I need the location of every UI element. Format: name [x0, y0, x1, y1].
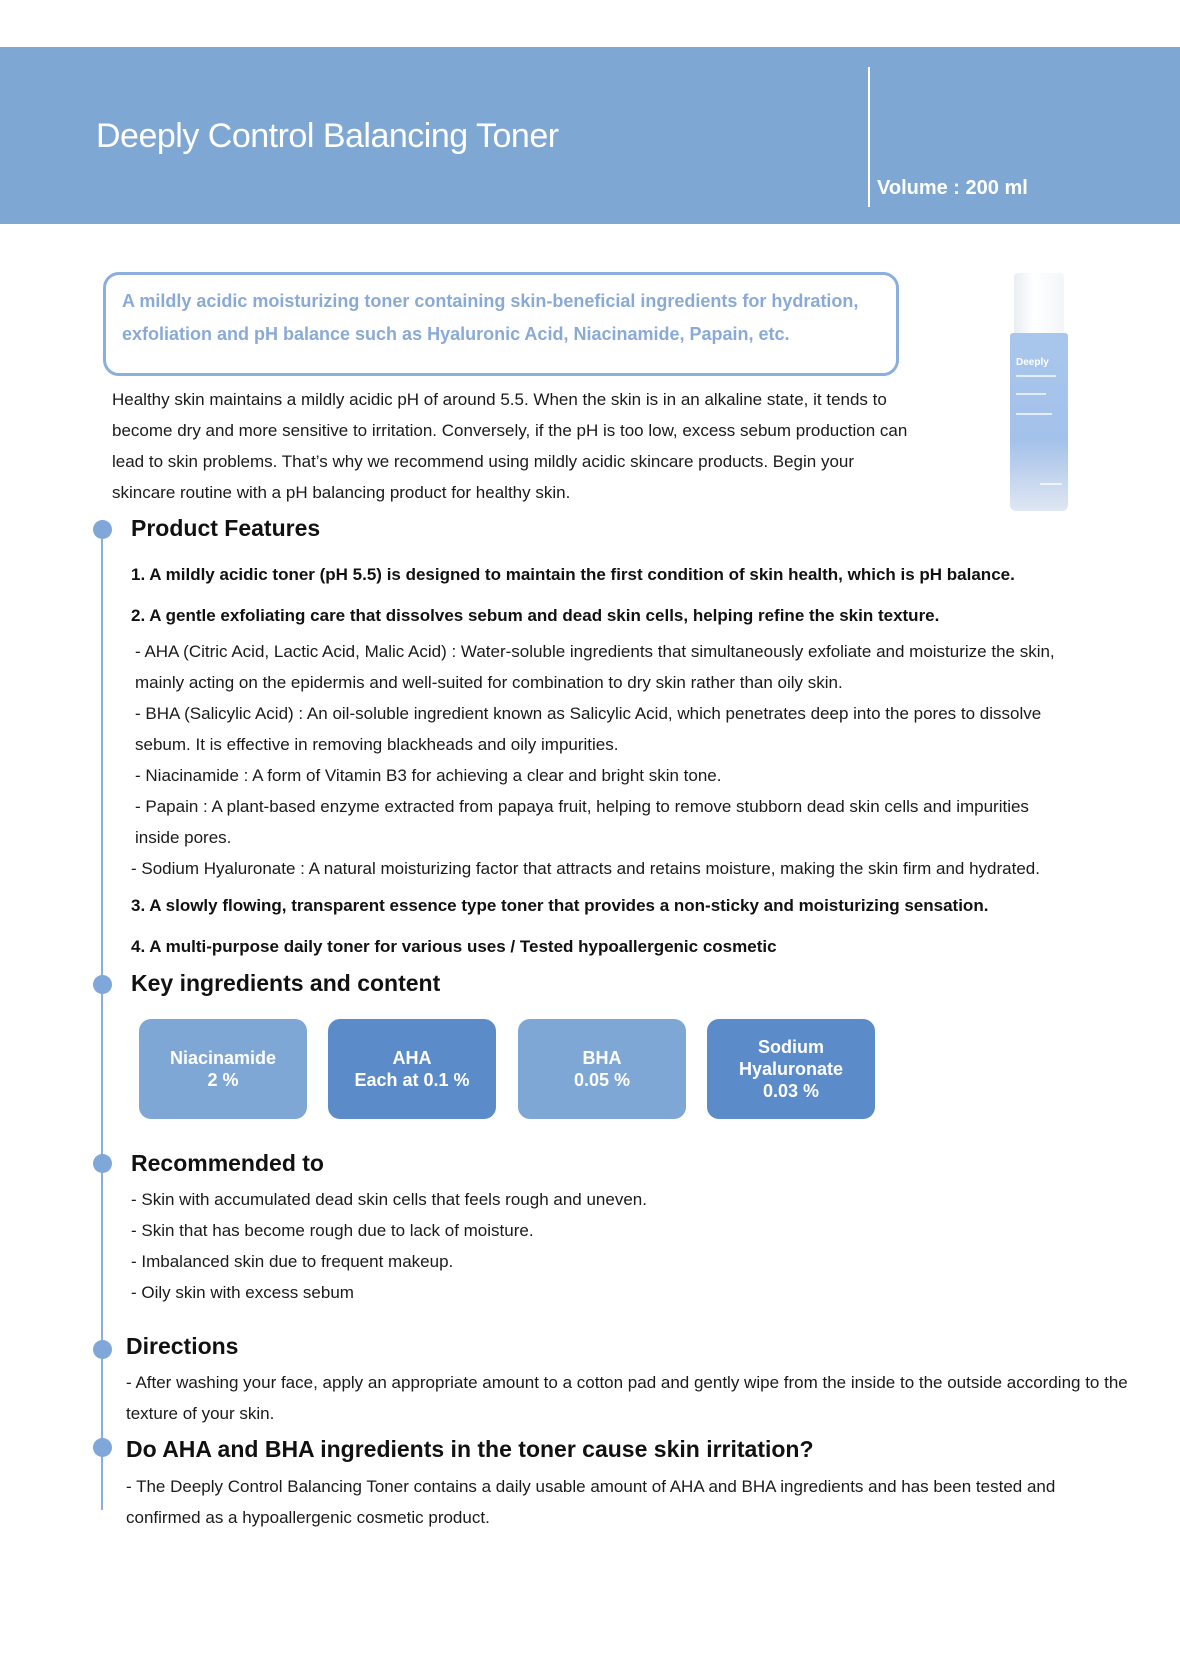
recommended-item: - Oily skin with excess sebum: [131, 1283, 354, 1302]
section-title-directions: Directions: [126, 1333, 239, 1359]
section-title-ingredients: Key ingredients and content: [131, 970, 441, 996]
ingredient-card-bha: [518, 1019, 686, 1119]
feature-sub-bha: - BHA (Salicylic Acid) : An oil-soluble ingredient known as Salicylic Acid, which penetrates deep into the pores to dissolve sebum. It is effective in removing blackheads and oily impurities.: [135, 704, 1042, 754]
recommended-item: - Skin with accumulated dead skin cells that feels rough and uneven.: [131, 1190, 647, 1209]
bottle-cap: [1014, 273, 1064, 335]
ingredient-amount: 2 %: [207, 1070, 239, 1090]
section-title-faq: Do AHA and BHA ingredients in the toner cause skin irritation?: [126, 1436, 814, 1462]
recommended-item: - Skin that has become rough due to lack of moisture.: [131, 1221, 534, 1240]
bottle-label-line: [1016, 413, 1052, 415]
volume-label: Volume : 200 ml: [877, 177, 1028, 199]
ingredient-name: BHA: [582, 1048, 622, 1068]
ingredient-name: Niacinamide: [169, 1048, 277, 1068]
bottle-body: [1010, 333, 1068, 511]
ingredient-card-sodium-hyaluronate: [707, 1019, 875, 1119]
section-title-features: Product Features: [131, 515, 321, 541]
feature-item-4: 4. A multi-purpose daily toner for various uses / Tested hypoallergenic cosmetic: [131, 937, 777, 956]
product-title: Deeply Control Balancing Toner: [96, 117, 559, 155]
header-banner: [0, 47, 1180, 224]
faq-text: - The Deeply Control Balancing Toner contains a daily usable amount of AHA and BHA ingredients and has been tested and confirmed as a hypoallergenic cosmetic product.: [126, 1477, 1056, 1527]
timeline-dot: [93, 1154, 112, 1173]
timeline-dot: [93, 1438, 112, 1457]
bottle-label-line: [1016, 393, 1046, 395]
feature-item-2: 2. A gentle exfoliating care that dissolves sebum and dead skin cells, helping refine the skin texture.: [131, 606, 940, 625]
feature-sub-papain: - Papain : A plant-based enzyme extracted from papaya fruit, helping to remove stubborn dead skin cells and impurities inside pores.: [135, 797, 1029, 847]
bottle-label-line: [1016, 375, 1056, 377]
recommended-item: - Imbalanced skin due to frequent makeup.: [131, 1252, 454, 1271]
ingredient-card-aha: [328, 1019, 496, 1119]
timeline-line: [101, 528, 103, 1510]
product-image: [1010, 273, 1068, 511]
ingredient-amount: 0.03 %: [762, 1081, 820, 1101]
intro-paragraph: Healthy skin maintains a mildly acidic pH of around 5.5. When the skin is in an alkaline state, it tends to become dry and more sensitive to irritation. Conversely, if the pH is too low, excess sebum production can lead to skin problems. That’s why we recommend using mildly acidic skincare products. Begin your skincare routine with a pH balancing product for healthy skin.: [112, 390, 908, 502]
ingredient-name: AHA: [392, 1048, 432, 1068]
ingredient-name: Sodium Hyaluronate: [738, 1037, 844, 1079]
timeline-dot: [93, 520, 112, 539]
feature-sub-aha: - AHA (Citric Acid, Lactic Acid, Malic Acid) : Water-soluble ingredients that simultaneously exfoliate and moisturize the skin, mainly acting on the epidermis and well-suited for combination to dry skin rather than oily skin.: [135, 642, 1055, 692]
timeline-dot: [93, 975, 112, 994]
section-title-recommended: Recommended to: [131, 1150, 324, 1176]
summary-box: [103, 272, 899, 376]
directions-text: - After washing your face, apply an appropriate amount to a cotton pad and gently wipe from the inside to the outside according to the texture of your skin.: [126, 1373, 1128, 1423]
timeline-dot: [93, 1340, 112, 1359]
summary-text: A mildly acidic moisturizing toner containing skin-beneficial ingredients for hydration, exfoliation and pH balance such as Hyaluronic Acid, Niacinamide, Papain, etc.: [122, 291, 859, 344]
feature-item-1: 1. A mildly acidic toner (pH 5.5) is designed to maintain the first condition of skin health, which is pH balance.: [131, 565, 1015, 584]
feature-sub-sodium-hyaluronate: - Sodium Hyaluronate : A natural moisturizing factor that attracts and retains moisture, making the skin firm and hydrated.: [131, 859, 1040, 878]
bottle-brand-text: Deeply: [1016, 357, 1049, 368]
banner-divider: [868, 67, 870, 207]
feature-item-3: 3. A slowly flowing, transparent essence type toner that provides a non-sticky and moisturizing sensation.: [131, 896, 989, 915]
ingredient-card-niacinamide: [139, 1019, 307, 1119]
feature-sub-niacinamide: - Niacinamide : A form of Vitamin B3 for achieving a clear and bright skin tone.: [135, 766, 722, 785]
ingredient-amount: Each at 0.1 %: [354, 1070, 470, 1090]
bottle-logo-mark: [1040, 483, 1062, 485]
ingredient-amount: 0.05 %: [573, 1070, 631, 1090]
